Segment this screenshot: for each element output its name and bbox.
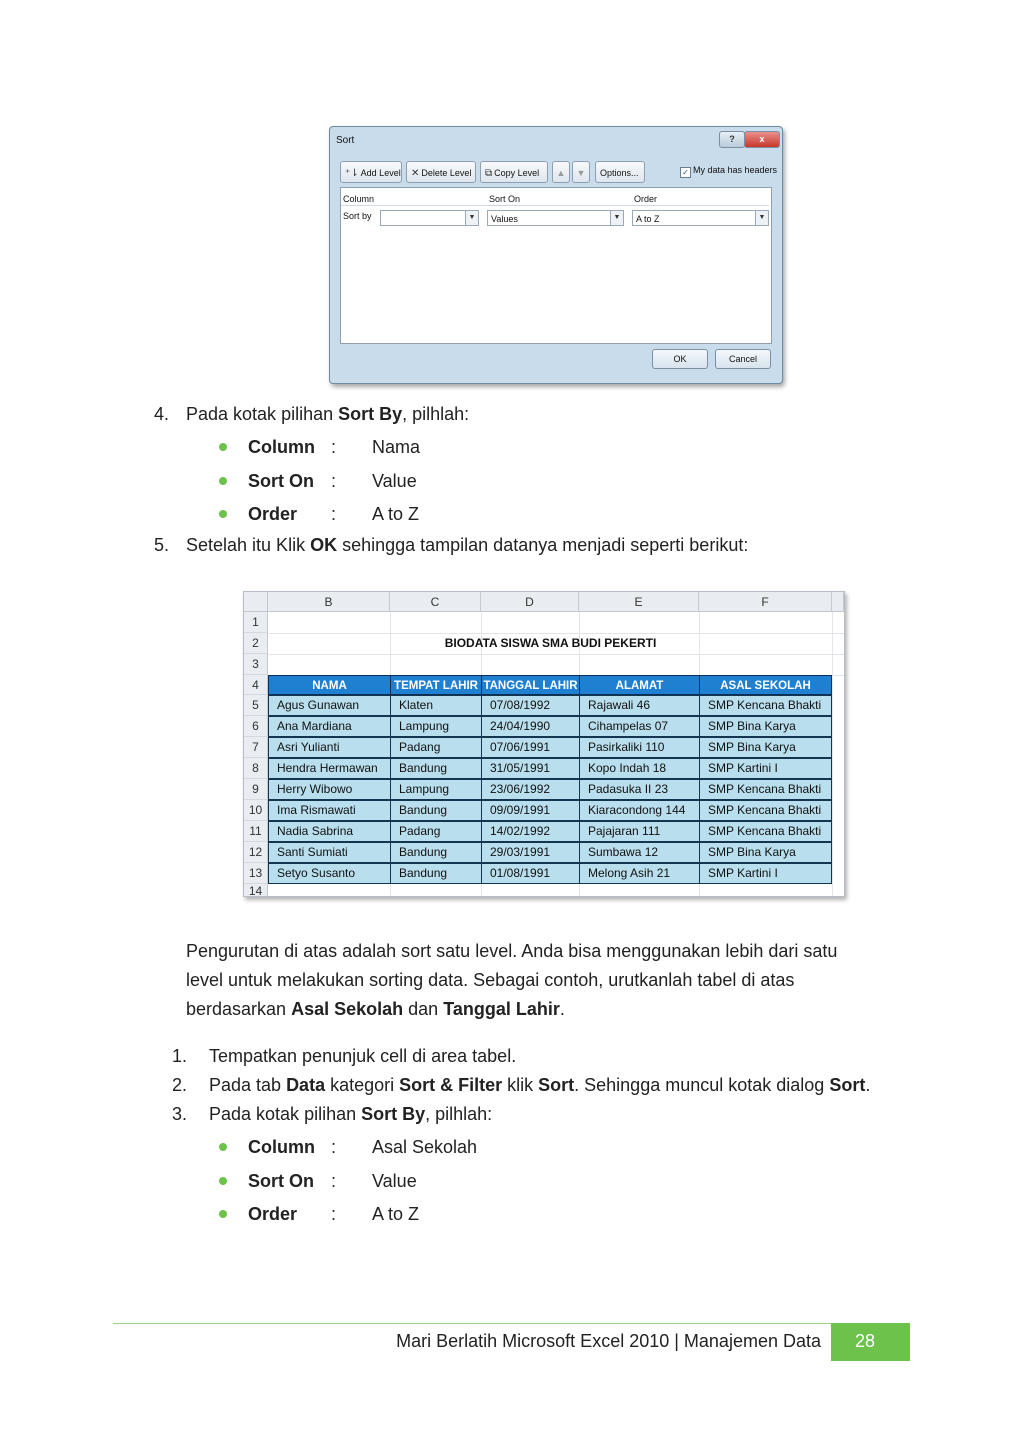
move-up-button[interactable] — [552, 161, 570, 183]
option-separator: : — [331, 1171, 337, 1191]
table-cell[interactable]: Santi Sumiati — [268, 842, 391, 863]
row-header[interactable]: 1 — [244, 612, 268, 633]
option-value: Nama — [372, 437, 421, 457]
table-cell[interactable]: Padasuka II 23 — [579, 779, 700, 800]
ok-button[interactable]: OK — [652, 349, 708, 369]
table-cell[interactable]: Bandung — [390, 842, 482, 863]
sheet-title: BIODATA SISWA SMA BUDI PEKERTI — [444, 636, 657, 650]
table-cell[interactable]: Lampung — [390, 716, 482, 737]
headers-checkbox-label: My data has headers — [693, 165, 778, 175]
sort-on-header: Sort On — [489, 194, 521, 204]
option-label: Order — [248, 1204, 298, 1224]
bullet-icon — [219, 1210, 227, 1218]
table-cell[interactable]: Lampung — [390, 779, 482, 800]
option-label: Sort On — [248, 1171, 314, 1191]
column-select[interactable] — [380, 210, 479, 226]
table-cell[interactable]: Sumbawa 12 — [579, 842, 700, 863]
option-value: Value — [372, 1171, 417, 1191]
column-header-f[interactable]: F — [699, 592, 832, 612]
option-separator: : — [331, 1137, 337, 1157]
row-header[interactable]: 9 — [244, 779, 268, 800]
table-cell[interactable]: SMP Bina Karya — [699, 716, 832, 737]
table-cell[interactable]: SMP Kencana Bhakti — [699, 779, 832, 800]
table-cell[interactable]: Pasirkaliki 110 — [579, 737, 700, 758]
table-cell[interactable]: 07/08/1992 — [481, 695, 580, 716]
table-cell[interactable]: SMP Kartini I — [699, 758, 832, 779]
arrow-down-icon: ▼ — [576, 168, 586, 178]
row-header[interactable]: 11 — [244, 821, 268, 842]
table-cell[interactable]: Hendra Hermawan — [268, 758, 391, 779]
option-value: Value — [372, 471, 417, 491]
bullet-icon — [219, 1177, 227, 1185]
option-separator: : — [331, 437, 337, 457]
table-cell[interactable]: SMP Kencana Bhakti — [699, 821, 832, 842]
table-cell[interactable]: Ana Mardiana — [268, 716, 391, 737]
delete-level-button[interactable]: ✕ Delete Level — [406, 161, 476, 183]
order-select[interactable]: A to Z ▼ — [632, 210, 769, 226]
grid-separator — [341, 205, 769, 206]
add-level-icon: ⁺⇂ — [345, 168, 359, 179]
order-header: Order — [634, 194, 658, 204]
table-cell[interactable]: 24/04/1990 — [481, 716, 580, 737]
delete-icon: ✕ — [411, 168, 420, 179]
cancel-button[interactable]: Cancel — [715, 349, 771, 369]
option-value: Asal Sekolah — [372, 1137, 478, 1157]
option-value: A to Z — [372, 1204, 420, 1224]
close-button[interactable]: x — [744, 131, 780, 148]
option-separator: : — [331, 504, 337, 524]
table-cell[interactable]: SMP Kencana Bhakti — [699, 800, 832, 821]
table-cell[interactable]: Cihampelas 07 — [579, 716, 700, 737]
table-cell[interactable]: SMP Bina Karya — [699, 842, 832, 863]
step-text: Setelah itu Klik OK sehingga tampilan datanya menjadi seperti berikut: — [186, 535, 749, 555]
table-cell[interactable]: Pajajaran 111 — [579, 821, 700, 842]
row-header[interactable]: 8 — [244, 758, 268, 779]
row-header[interactable]: 7 — [244, 737, 268, 758]
headers-checkbox[interactable]: ✓ — [680, 167, 691, 178]
table-cell[interactable]: 14/02/1992 — [481, 821, 580, 842]
table-cell[interactable]: Melong Asih 21 — [579, 863, 700, 884]
table-cell[interactable]: Nadia Sabrina — [268, 821, 391, 842]
row-header[interactable]: 3 — [244, 654, 268, 675]
step-number: 5. — [154, 535, 170, 555]
gridline — [268, 654, 844, 655]
copy-level-button[interactable]: ⧉ Copy Level — [480, 161, 548, 183]
table-cell[interactable]: 31/05/1991 — [481, 758, 580, 779]
table-cell[interactable]: Setyo Susanto — [268, 863, 391, 884]
row-header[interactable]: 2 — [244, 633, 268, 654]
step-number: 4. — [154, 404, 170, 424]
row-header[interactable]: 13 — [244, 863, 268, 884]
table-cell[interactable]: Bandung — [390, 863, 482, 884]
option-label: Order — [248, 504, 298, 524]
step-text: Pada kotak pilihan Sort By, pilhlah: — [186, 404, 470, 424]
table-cell[interactable]: Kiaracondong 144 — [579, 800, 700, 821]
table-cell[interactable]: SMP Kartini I — [699, 863, 832, 884]
step-number: 3. — [172, 1104, 188, 1124]
row-header[interactable]: 6 — [244, 716, 268, 737]
row-header[interactable]: 14 — [244, 884, 268, 897]
column-header: Column — [343, 194, 375, 204]
table-header-tempat-lahir[interactable]: TEMPAT LAHIR — [390, 675, 482, 695]
move-down-button[interactable] — [572, 161, 590, 183]
table-cell[interactable]: 07/06/1991 — [481, 737, 580, 758]
chevron-down-icon: ▼ — [755, 211, 768, 225]
table-header-tanggal-lahir[interactable]: TANGGAL LAHIR — [481, 675, 580, 695]
chevron-down-icon: ▼ — [610, 211, 623, 225]
bullet-icon — [219, 477, 227, 485]
step-number: 2. — [172, 1075, 188, 1095]
table-cell[interactable]: Padang — [390, 821, 482, 842]
bullet-icon — [219, 1143, 227, 1151]
column-header-extra — [832, 592, 844, 612]
option-label: Column — [248, 437, 315, 457]
table-header-alamat[interactable]: ALAMAT — [579, 675, 700, 695]
table-cell[interactable]: Herry Wibowo — [268, 779, 391, 800]
table-cell[interactable]: Rajawali 46 — [579, 695, 700, 716]
footer-text: Mari Berlatih Microsoft Excel 2010 | Manajemen Data — [396, 1331, 821, 1351]
table-cell[interactable]: Padang — [390, 737, 482, 758]
paragraph-line: Pengurutan di atas adalah sort satu level. Anda bisa menggunakan lebih dari satu — [186, 941, 838, 961]
column-header-b[interactable]: B — [268, 592, 390, 612]
spreadsheet — [243, 591, 845, 897]
row-header[interactable]: 12 — [244, 842, 268, 863]
paragraph-line: berdasarkan Asal Sekolah dan Tanggal Lahir. — [186, 999, 565, 1019]
table-cell[interactable]: 29/03/1991 — [481, 842, 580, 863]
table-cell[interactable]: 23/06/1992 — [481, 779, 580, 800]
column-header-c[interactable]: C — [390, 592, 481, 612]
sort-by-label: Sort by — [343, 211, 372, 221]
table-cell[interactable]: Asri Yulianti — [268, 737, 391, 758]
bullet-icon — [219, 443, 227, 451]
table-cell[interactable]: 09/09/1991 — [481, 800, 580, 821]
option-label: Column — [248, 1137, 315, 1157]
table-cell[interactable]: Bandung — [390, 800, 482, 821]
table-header-asal-sekolah[interactable]: ASAL SEKOLAH — [699, 675, 832, 695]
table-cell[interactable]: Agus Gunawan — [268, 695, 391, 716]
table-cell[interactable]: Klaten — [390, 695, 482, 716]
table-cell[interactable]: SMP Kencana Bhakti — [699, 695, 832, 716]
step-number: 1. — [172, 1046, 188, 1066]
dialog-title: Sort — [336, 135, 355, 146]
page-number: 28 — [855, 1331, 876, 1351]
column-header-e[interactable]: E — [579, 592, 699, 612]
option-separator: : — [331, 1204, 337, 1224]
help-button[interactable]: ? — [719, 131, 745, 148]
option-label: Sort On — [248, 471, 314, 491]
bullet-icon — [219, 510, 227, 518]
table-cell[interactable]: SMP Bina Karya — [699, 737, 832, 758]
row-header[interactable]: 10 — [244, 800, 268, 821]
step-text: Tempatkan penunjuk cell di area tabel. — [209, 1046, 517, 1066]
option-separator: : — [331, 471, 337, 491]
step-text: Pada tab Data kategori Sort & Filter klik Sort. Sehingga muncul kotak dialog Sort. — [209, 1075, 871, 1095]
select-all-corner[interactable] — [244, 592, 268, 612]
copy-icon: ⧉ — [485, 168, 493, 179]
table-header-nama[interactable]: NAMA — [268, 675, 391, 695]
paragraph-line: level untuk melakukan sorting data. Sebagai contoh, urutkanlah tabel di atas — [186, 970, 795, 990]
column-header-d[interactable]: D — [481, 592, 579, 612]
page-number-box — [831, 1323, 910, 1361]
table-cell[interactable]: 01/08/1991 — [481, 863, 580, 884]
table-cell[interactable]: Bandung — [390, 758, 482, 779]
table-cell[interactable]: Ima Rismawati — [268, 800, 391, 821]
arrow-up-icon: ▲ — [556, 168, 566, 178]
chevron-down-icon: ▼ — [465, 211, 478, 225]
row-header[interactable]: 5 — [244, 695, 268, 716]
sort-on-select[interactable]: Values ▼ — [487, 210, 624, 226]
row-header[interactable]: 4 — [244, 675, 268, 695]
add-level-button[interactable]: ⁺⇂ Add Level — [340, 161, 402, 183]
footer-line — [113, 1323, 831, 1324]
table-cell[interactable]: Kopo Indah 18 — [579, 758, 700, 779]
option-value: A to Z — [372, 504, 420, 524]
sort-dialog — [329, 126, 783, 384]
step-text: Pada kotak pilihan Sort By, pilhlah: — [209, 1104, 493, 1124]
options-button[interactable]: Options... — [595, 161, 645, 183]
